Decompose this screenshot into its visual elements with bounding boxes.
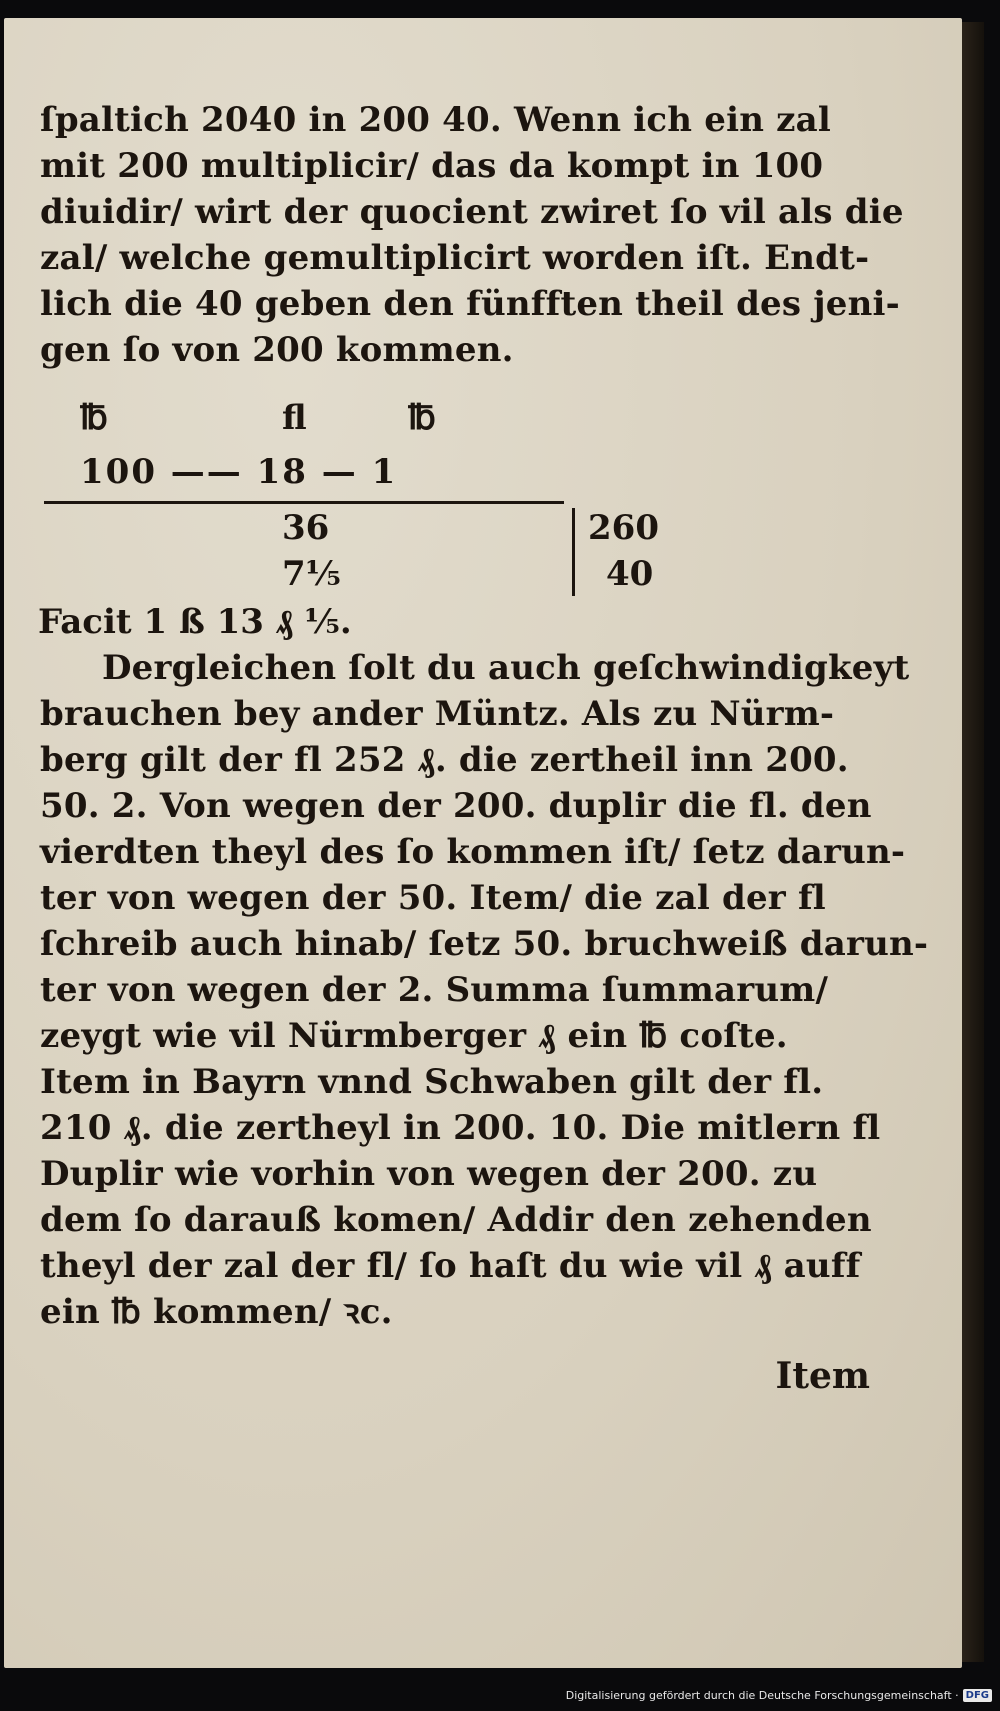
right-value-1: 260 bbox=[588, 508, 659, 548]
dfg-logo: DFG bbox=[963, 1689, 992, 1702]
right-value-2: 40 bbox=[606, 554, 654, 594]
left-value-1: 36 bbox=[282, 508, 330, 548]
text-line: dem ſo darauß komen/ Addir den zehenden bbox=[40, 1200, 872, 1240]
text-line: ſchreib auch hinab/ ſetz 50. bruchweiß darun- bbox=[40, 924, 929, 964]
text-line: ter von wegen der 2. Summa ſummarum/ bbox=[40, 970, 829, 1010]
facit-line: Facit 1 ß 13 ₰ ⅕. bbox=[38, 602, 352, 642]
text-line: ein ℔ kommen/ ꝛc. bbox=[40, 1292, 393, 1332]
footer-text: Digitalisierung gefördert durch die Deutsche Forschungsgemeinschaft · bbox=[565, 1688, 959, 1702]
left-value-2: 7⅕ bbox=[282, 554, 341, 594]
text-line: zeygt wie vil Nürmberger ₰ ein ℔ coſte. bbox=[40, 1016, 788, 1056]
text-line: mit 200 multiplicir/ das da kompt in 100 bbox=[40, 146, 824, 186]
unit-pound-2: ℔ bbox=[408, 398, 436, 438]
unit-florin: fl bbox=[282, 398, 307, 438]
text-line: diuidir/ wirt der quocient zwiret ſo vil als die bbox=[40, 192, 904, 232]
text-line: zal/ welche gemultiplicirt worden iſt. Endt- bbox=[40, 238, 870, 278]
text-line: vierdten theyl des ſo kommen iſt/ ſetz darun- bbox=[40, 832, 906, 872]
text-line: 50. 2. Von wegen der 200. duplir die fl. den bbox=[40, 786, 872, 826]
unit-pound-1: ℔ bbox=[80, 398, 108, 438]
text-line: Dergleichen ſolt du auch geſchwindigkeyt bbox=[102, 648, 910, 688]
text-line: lich die 40 geben den fünfften theil des jeni- bbox=[40, 284, 900, 324]
text-line: gen ſo von 200 kommen. bbox=[40, 330, 514, 370]
digitization-footer bbox=[566, 1683, 992, 1707]
text-line: brauchen bey ander Müntz. Als zu Nürm- bbox=[40, 694, 835, 734]
text-line: ter von wegen der 50. Item/ die zal der fl bbox=[40, 878, 826, 918]
text-line: Duplir wie vorhin von wegen der 200. zu bbox=[40, 1154, 818, 1194]
text-line: Item in Bayrn vnnd Schwaben gilt der fl. bbox=[40, 1062, 824, 1102]
vertical-rule bbox=[572, 508, 575, 596]
text-line: berg gilt der fl 252 ₰. die zertheil inn 200. bbox=[40, 740, 849, 780]
horizontal-rule bbox=[44, 501, 564, 504]
proportion-row: 100 —— 18 — 1 bbox=[80, 452, 398, 492]
text-line: theyl der zal der fl/ ſo haſt du wie vil ₰ auff bbox=[40, 1246, 861, 1286]
catchword: Item bbox=[775, 1355, 870, 1397]
text-line: 210 ₰. die zertheyl in 200. 10. Die mitlern fl bbox=[40, 1108, 881, 1148]
text-line: ſpaltich 2040 in 200 40. Wenn ich ein zal bbox=[40, 100, 832, 140]
page-edge bbox=[962, 22, 984, 1662]
